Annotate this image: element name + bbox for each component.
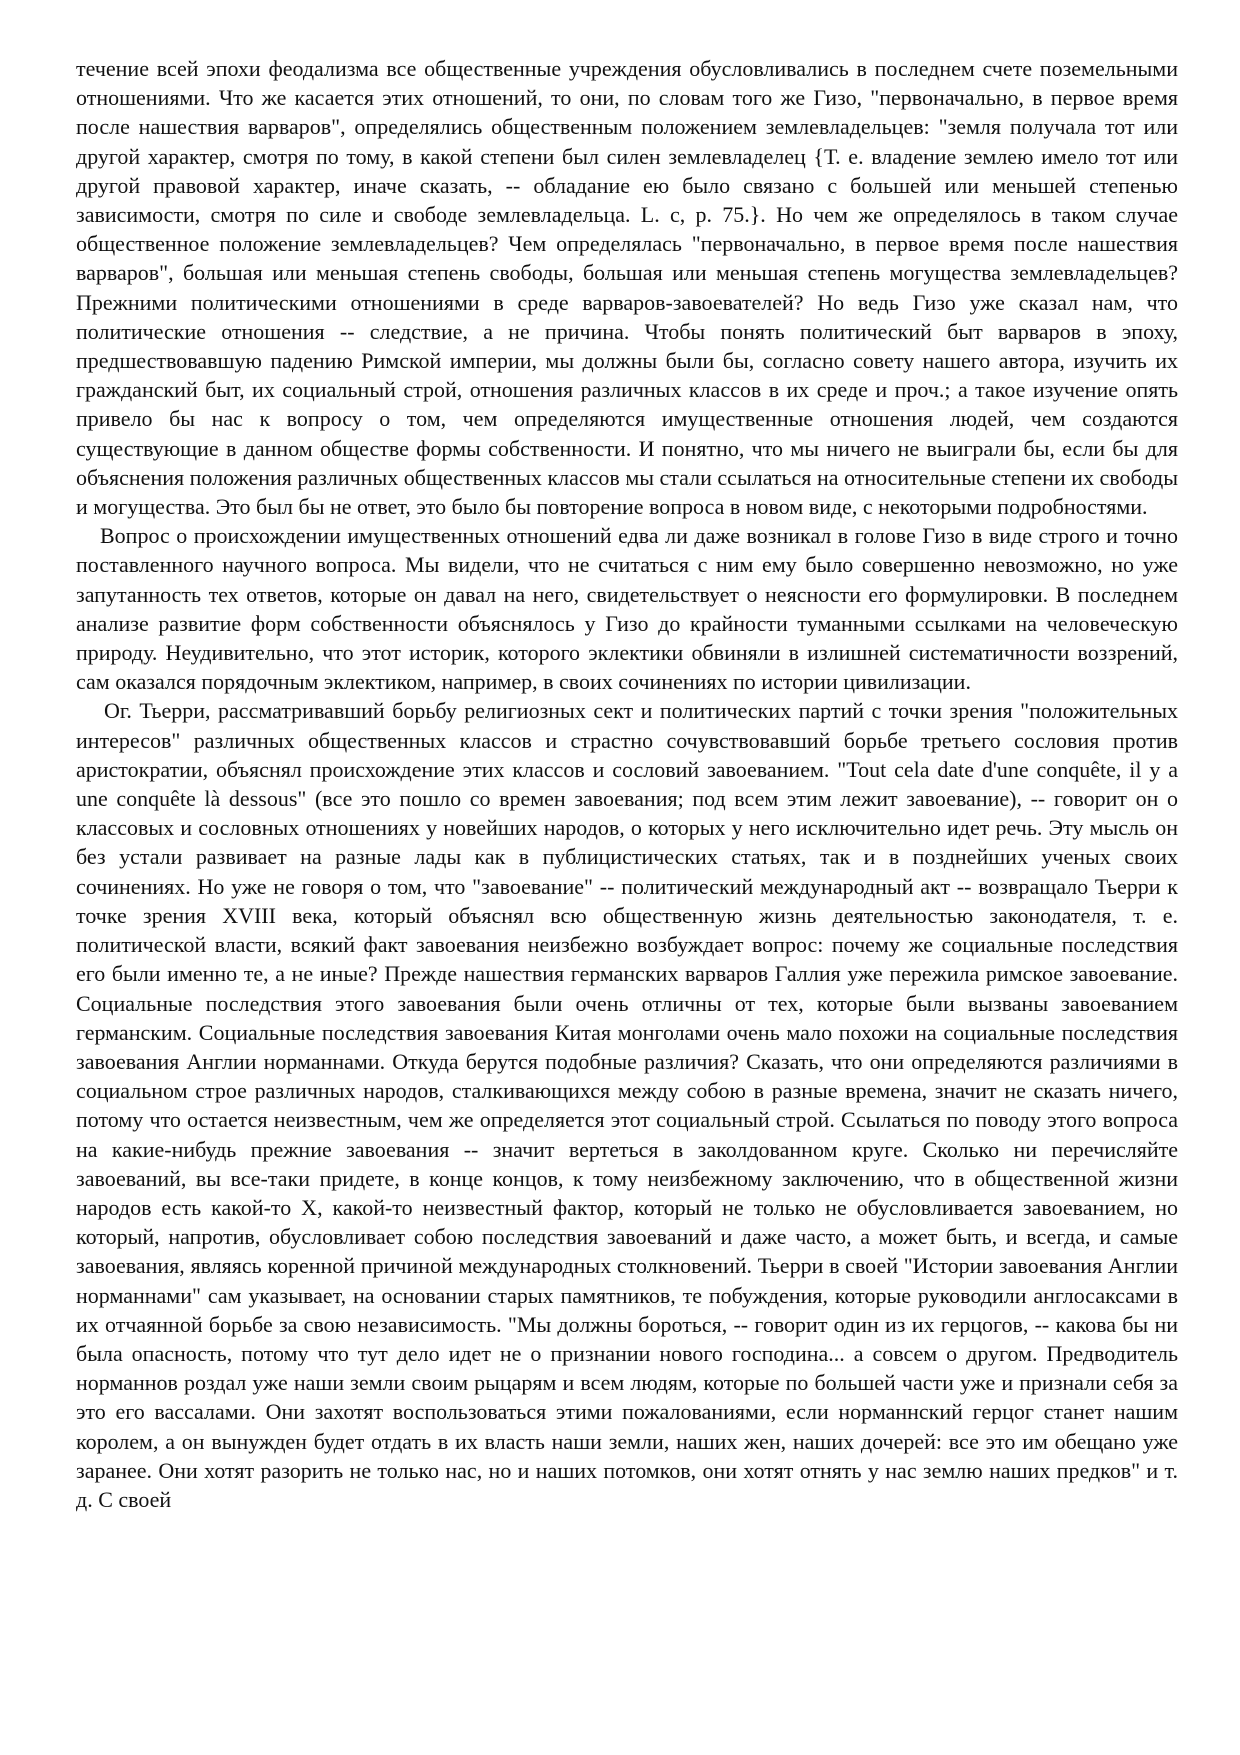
document-page [76,54,1178,1514]
paragraph-2: Вопрос о происхождении имущественных отношений едва ли даже возникал в голове Гизо в виде строго и точно поставленного научного вопроса. Мы видели, что не считаться с ним ему было совершенно невозможно, но уже запутанность тех ответов, которые он давал на него, свидетельствует о неясности его формулировки. В последнем анализе развитие форм собственности объяснялось у Гизо до крайности туманными ссылками на человеческую природу. Неудивительно, что этот историк, которого эклектики обвиняли в излишней систематичности воззрений, сам оказался порядочным эклектиком, например, в своих сочинениях по истории цивилизации. [76,523,1178,695]
paragraph-1: течение всей эпохи феодализма все общественные учреждения обусловливались в последнем счете поземельными отношениями. Что же касается этих отношений, то они, по словам того же Гизо, "первоначально, в первое время после нашествия варваров", определялись общественным положением землевладельцев: "земля получала тот или другой характер, смотря по тому, в какой степени был силен землевладелец {Т. е. владение землею имело тот или другой правовой характер, иначе сказать, -- обладание ею было связано с большей или меньшей степенью зависимости, смотря по силе и свободе землевладельца. L. c, p. 75.}. Но чем же определялось в таком случае общественное положение землевладельцев? Чем определялась "первоначально, в первое время после нашествия варваров", большая или меньшая степень свободы, большая или меньшая степень могущества землевладельцев? Прежними политическими отношениями в среде варваров-завоевателей? Но ведь Гизо уже сказал нам, что политические отношения -- следствие, а не причина. Чтобы понять политический быт варваров в эпоху, предшествовавшую падению Римской империи, мы должны были бы, согласно совету нашего автора, изучить их гражданский быт, их социальный строй, отношения различных классов в их среде и проч.; а такое изучение опять привело бы нас к вопросу о том, чем определяются имущественные отношения людей, чем создаются существующие в данном обществе формы собственности. И понятно, что мы ничего не выиграли бы, если бы для объяснения положения различных общественных классов мы стали ссылаться на относительные степени их свободы и могущества. Это был бы не ответ, это было бы повторение вопроса в новом виде, с некоторыми подробностями. [76,56,1178,520]
paragraph-3: Ог. Тьерри, рассматривавший борьбу религиозных сект и политических партий с точки зрения "положительных интересов" различных общественных классов и страстно сочувствовавший борьбе третьего сословия против аристократии, объяснял происхождение этих классов и сословий завоеванием. "Tout cela date d'une conquête, il y a une conquête là dessous" (все это пошло со времен завоевания; под всем этим лежит завоевание), -- говорит он о классовых и сословных отношениях у новейших народов, о которых у него исключительно идет речь. Эту мысль он без устали развивает на разные лады как в публицистических статьях, так и в позднейших ученых своих сочинениях. Но уже не говоря о том, что "завоевание" -- политический международный акт -- возвращало Тьерри к точке зрения XVIII века, который объяснял всю общественную жизнь деятельностью законодателя, т. е. политической власти, всякий факт завоевания неизбежно возбуждает вопрос: почему же социальные последствия его были именно те, а не иные? Прежде нашествия германских варваров Галлия уже пережила римское завоевание. Социальные последствия этого завоевания были очень отличны от тех, которые были вызваны завоеванием германским. Социальные последствия завоевания Китая монголами очень мало похожи на социальные последствия завоевания Англии норманнами. Откуда берутся подобные различия? Сказать, что они определяются различиями в социальном строе различных народов, сталкивающихся между собою в разные времена, значит не сказать ничего, потому что остается неизвестным, чем же определяется этот социальный строй. Ссылаться по поводу этого вопроса на какие-нибудь прежние завоевания -- значит вертеться в заколдованном круге. Сколько ни перечисляйте завоеваний, вы все-таки придете, в конце концов, к тому неизбежному заключению, что в общественной жизни народов есть какой-то X, какой-то неизвестный фактор, который не только не обусловливается завоеванием, но который, напротив, обусловливает собою последствия завоеваний и даже часто, а может быть, и всегда, и самые завоевания, являясь коренной причиной международных столкновений. Тьерри в своей "Истории завоевания Англии норманнами" сам указывает, на основании старых памятников, те побуждения, которые руководили англосаксами в их отчаянной борьбе за свою независимость. "Мы должны бороться, -- говорит один из их герцогов, -- какова бы ни была опасность, потому что тут дело идет не о признании нового господина... а совсем о другом. Предводитель норманнов роздал уже наши земли своим рыцарям и всем людям, которые по большей части уже и признали себя за это его вассалами. Они захотят воспользоваться этими пожалованиями, если норманнский герцог станет нашим королем, а он вынужден будет отдать в их власть наши земли, наших жен, наших дочерей: все это им обещано уже заранее. Они хотят разорить не только нас, но и наших потомков, они хотят отнять у нас землю наших предков" и т. д. С своей [76,698,1178,1512]
